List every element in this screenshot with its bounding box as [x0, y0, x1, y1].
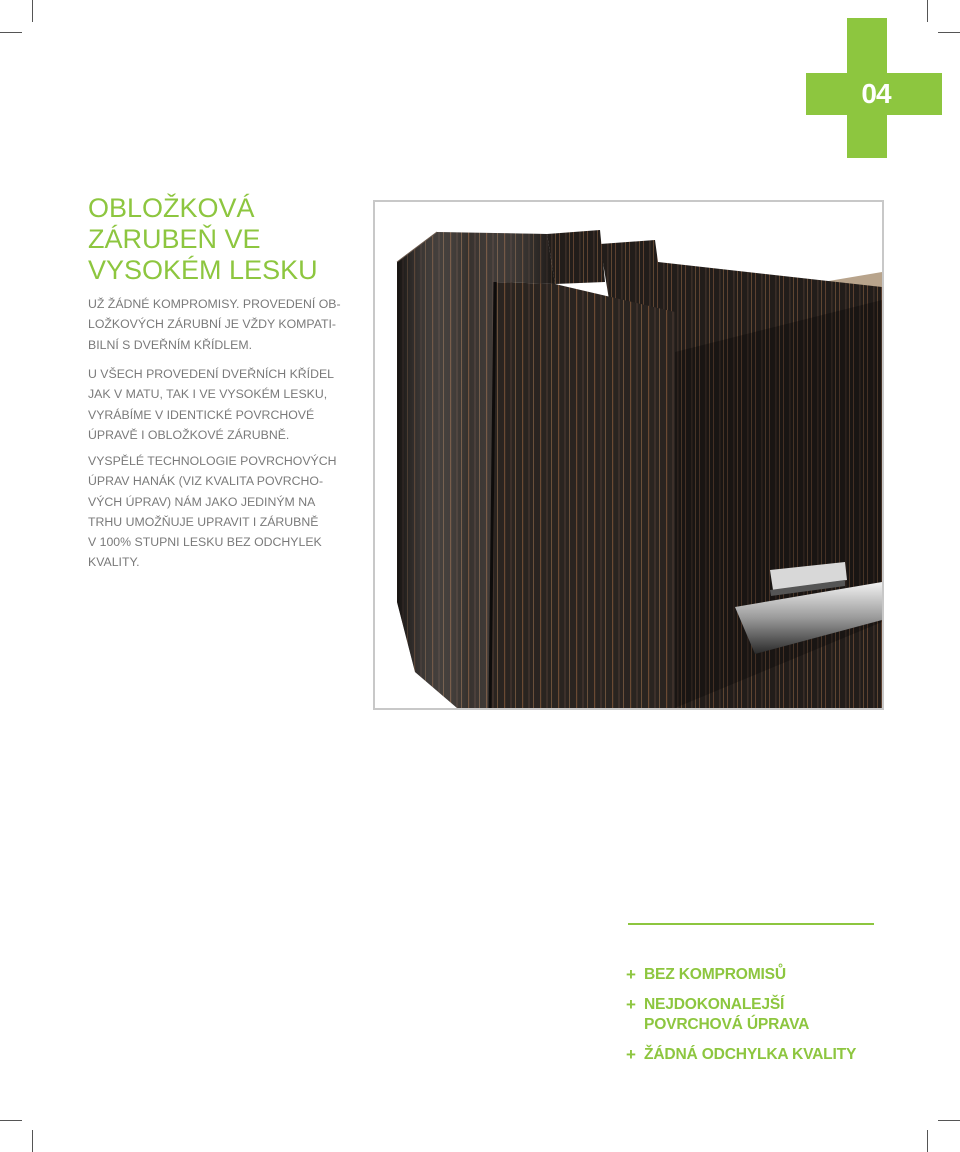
- text-line: TRHU UMOŽŇUJE UPRAVIT I ZÁRUBNĚ: [88, 514, 319, 529]
- text-line: JAK V MATU, TAK I VE VYSOKÉM LESKU,: [88, 387, 328, 402]
- page-title-line: ZÁRUBEŇ VE: [88, 224, 261, 254]
- crop-mark: [0, 1120, 22, 1121]
- plus-icon: +: [626, 1045, 636, 1064]
- door-frame-illustration: [375, 202, 882, 708]
- crop-mark: [938, 1120, 960, 1121]
- text-line: ÚPRAV HANÁK (VIZ KVALITA POVRCHO-: [88, 474, 324, 489]
- text-line: V 100% STUPNI LESKU BEZ ODCHYLEK: [88, 535, 322, 550]
- body-paragraph-2: [88, 364, 358, 445]
- body-paragraph-1: [88, 294, 358, 355]
- chapter-number: 04: [861, 78, 891, 109]
- page-title-line: VYSOKÉM LESKU: [88, 255, 318, 285]
- page-title-line: OBLOŽKOVÁ: [88, 193, 255, 223]
- highlight-item: [626, 995, 926, 1035]
- crop-mark: [927, 0, 928, 22]
- highlight-text: BEZ KOMPROMISŮ: [644, 966, 786, 983]
- highlight-item: [626, 965, 926, 985]
- text-line: BILNÍ S DVEŘNÍM KŘÍDLEM.: [88, 337, 252, 352]
- highlight-item: [626, 1045, 926, 1065]
- text-line: LOŽKOVÝCH ZÁRUBNÍ JE VŽDY KOMPATI-: [88, 317, 337, 332]
- highlight-text: NEJDOKONALEJŠÍ: [644, 996, 785, 1013]
- crop-mark: [938, 32, 960, 33]
- divider-line: [628, 923, 874, 925]
- highlight-text: ŽÁDNÁ ODCHYLKA KVALITY: [644, 1046, 857, 1063]
- highlight-text: POVRCHOVÁ ÚPRAVA: [644, 1016, 810, 1033]
- crop-mark: [927, 1130, 928, 1152]
- text-line: VYSPĚLÉ TECHNOLOGIE POVRCHOVÝCH: [88, 454, 337, 468]
- crop-mark: [32, 1130, 33, 1152]
- text-line: U VŠECH PROVEDENÍ DVEŘNÍCH KŘÍDEL: [88, 367, 334, 381]
- text-line: VYRÁBÍME V IDENTICKÉ POVRCHOVÉ: [88, 407, 315, 422]
- plus-icon: +: [626, 965, 636, 984]
- text-line: ÚPRAVĚ I OBLOŽKOVÉ ZÁRUBNĚ.: [88, 427, 290, 442]
- text-line: KVALITY.: [88, 555, 140, 570]
- crop-mark: [0, 32, 22, 33]
- door-frame-photo: [373, 200, 884, 710]
- highlights-list: [626, 965, 926, 1065]
- text-line: UŽ ŽÁDNÉ KOMPROMISY. PROVEDENÍ OB-: [88, 297, 341, 311]
- crop-mark: [32, 0, 33, 22]
- plus-icon: +: [626, 995, 636, 1014]
- body-paragraph-3: [88, 451, 358, 573]
- page-title: [88, 193, 348, 286]
- text-line: VÝCH ÚPRAV) NÁM JAKO JEDINÝM NA: [88, 494, 316, 509]
